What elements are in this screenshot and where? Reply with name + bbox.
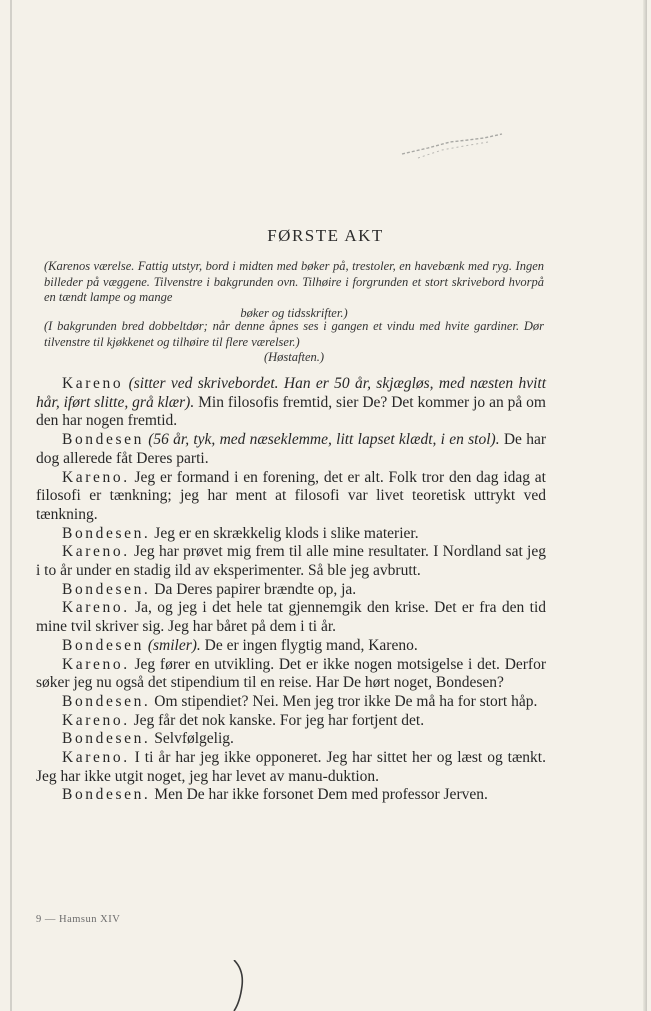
speaker-name: Bondesen. bbox=[62, 580, 151, 598]
dialogue-line bbox=[36, 525, 546, 544]
dialogue-line bbox=[36, 431, 546, 468]
dialogue-line bbox=[36, 637, 546, 656]
stage-direction-background bbox=[44, 319, 544, 366]
line-text: Jeg er en skrækkelig klods i slike materier. bbox=[150, 524, 419, 542]
speaker-name: Kareno bbox=[62, 375, 124, 392]
speaker-name: Bondesen. bbox=[62, 692, 151, 710]
dialogue-line bbox=[36, 749, 546, 786]
speaker-name: Kareno. bbox=[62, 711, 130, 729]
page-clip-mark bbox=[230, 960, 248, 1011]
line-text: Jeg er formand i en forening, det er alt. Folk tror den dag idag at filosofi er tænkning; jeg har ment at filosofi var livet teoretisk uttrykt ved tænkning. bbox=[36, 468, 546, 523]
signature-footnote: 9 — Hamsun XIV bbox=[36, 914, 121, 925]
line-text: Ja, og jeg i det hele tat gjennemgik den krise. Det er fra den tid mine tvil skriver sig. Jeg har båret på dem i ti år. bbox=[36, 599, 546, 636]
line-text: Jeg fører en utvikling. Det er ikke nogen motsigelse i det. Derfor søker jeg nu også det stipendium til en reise. Har De hørt noget, Bondesen? bbox=[36, 655, 546, 692]
dialogue bbox=[36, 375, 546, 805]
line-text: Jeg har prøvet mig frem til alle mine resultater. I Nordland sat jeg i to år under en stadig ild av eksperimenter. Så ble jeg avbrutt. bbox=[36, 543, 546, 580]
line-text: Min filosofis fremtid, sier De? Det kommer jo an på om den har nogen fremtid. bbox=[36, 393, 546, 430]
line-text: De er ingen flygtig mand, Kareno. bbox=[200, 636, 418, 654]
line-text: Jeg får det nok kanske. For jeg har fortjent det. bbox=[129, 711, 425, 729]
dialogue-line bbox=[36, 543, 546, 580]
speaker-name: Bondesen bbox=[62, 636, 144, 654]
stage-direction-text: (Karenos værelse. Fattig utstyr, bord i midten med bøker på, trestoler, en havebænk med ryg. Ingen billeder på væggene. Tilvenstre i bakgrunden ovn. Tilhøire i forgrunden et stort skrivebord hvorpå en tændt lampe og mange bbox=[44, 259, 544, 305]
page-left-edge bbox=[10, 0, 12, 1011]
dialogue-line bbox=[36, 712, 546, 731]
dialogue-line bbox=[36, 786, 546, 805]
speaker-name: Bondesen. bbox=[62, 730, 151, 748]
line-text: I ti år har jeg ikke opponeret. Jeg har sittet her og læst og tænkt. Jeg har ikke utgit noget, jeg har levet av manu-duktion. bbox=[36, 749, 546, 785]
page-right-edge bbox=[643, 0, 647, 1011]
speaker-name: Bondesen. bbox=[62, 524, 151, 542]
speaker-name: Kareno. bbox=[62, 599, 130, 617]
dialogue-line bbox=[36, 599, 546, 636]
line-text: Om stipendiet? Nei. Men jeg tror ikke De må ha for stort håp. bbox=[150, 692, 538, 710]
dialogue-line bbox=[36, 730, 546, 749]
line-text: Men De har ikke forsonet Dem med professor Jerven. bbox=[150, 786, 488, 804]
ink-smudge bbox=[398, 128, 508, 162]
line-text: De har dog allerede fåt Deres parti. bbox=[36, 431, 546, 467]
stage-direction-time: (Høstaften.) bbox=[263, 350, 325, 365]
speaker-direction: (smiler). bbox=[143, 636, 201, 654]
line-text: Da Deres papirer brændte op, ja. bbox=[150, 580, 357, 598]
speaker-name: Kareno. bbox=[62, 468, 130, 486]
speaker-name: Kareno. bbox=[62, 655, 130, 673]
speaker-direction: (56 år, tyk, med næseklemme, litt lapset klædt, i en stol). bbox=[143, 431, 500, 449]
speaker-direction: (sitter ved skrivebordet. Han er 50 år, skjægløs, med næsten hvitt hår, iført slitte, grå klær). bbox=[36, 375, 546, 411]
stage-direction-end: bøker og tidsskrifter.) bbox=[240, 305, 348, 320]
stage-direction-text: (I bakgrunden bred dobbeltdør; når denne åpnes ses i gangen et vindu med hvite gardiner. Dør tilvenstre til kjøkkenet og tilhøire til flere værelser.) bbox=[44, 319, 544, 349]
dialogue-line bbox=[36, 469, 546, 525]
stage-direction-setting bbox=[44, 259, 544, 321]
act-title: FØRSTE AKT bbox=[267, 226, 384, 245]
speaker-name: Kareno. bbox=[62, 543, 130, 561]
line-text: Selvfølgelig. bbox=[150, 730, 234, 748]
dialogue-line bbox=[36, 656, 546, 693]
dialogue-line bbox=[36, 375, 546, 431]
speaker-name: Bondesen bbox=[62, 431, 144, 449]
dialogue-line bbox=[36, 693, 546, 712]
speaker-name: Bondesen. bbox=[62, 786, 151, 804]
speaker-name: Kareno. bbox=[62, 749, 130, 767]
dialogue-line bbox=[36, 581, 546, 600]
